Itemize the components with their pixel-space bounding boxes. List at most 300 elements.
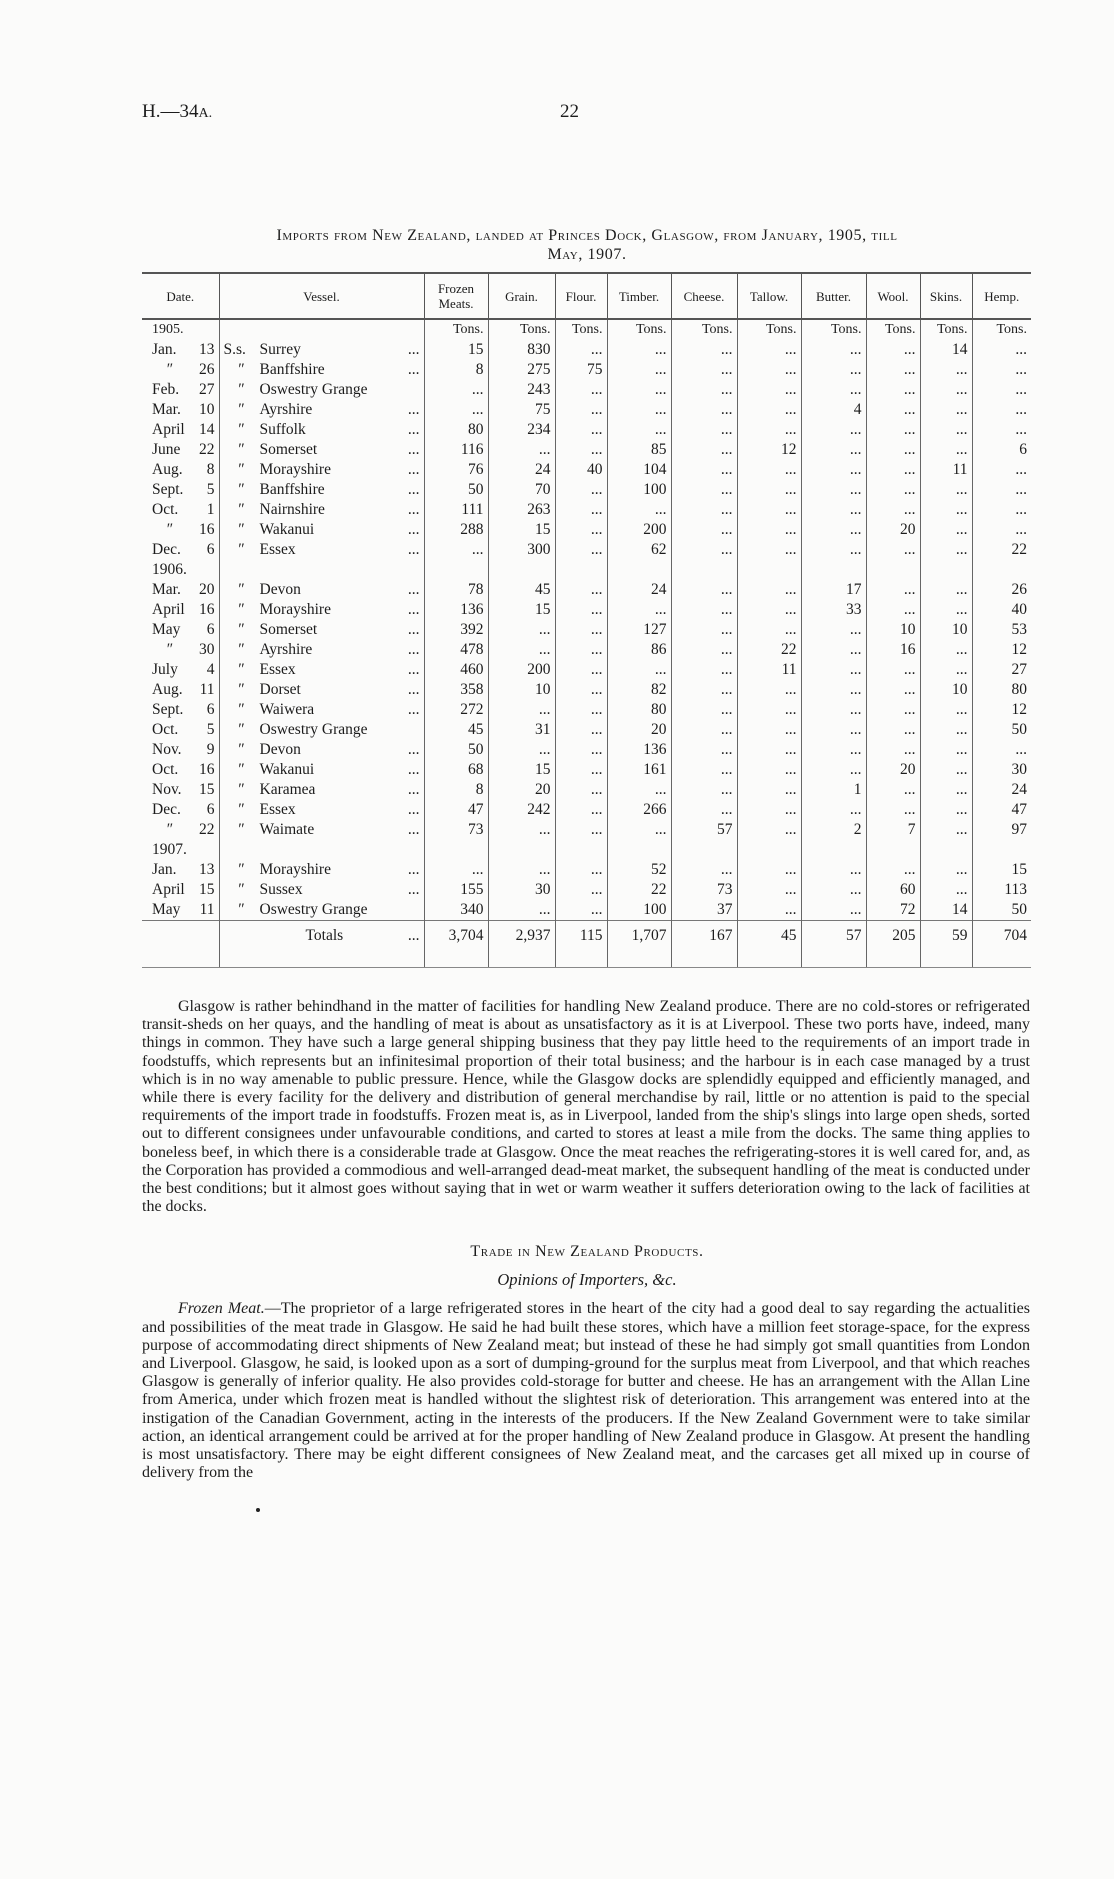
value-cell: 50 — [972, 900, 1031, 921]
value-cell: ... — [555, 780, 607, 800]
value-cell: ... — [671, 420, 737, 440]
value-cell: ... — [555, 820, 607, 840]
value-cell: 116 — [424, 440, 488, 460]
value-cell: ... — [920, 540, 972, 560]
ditto-mark: ″ — [238, 621, 245, 638]
value-cell: ... — [866, 360, 920, 380]
empty-cell — [972, 560, 1031, 580]
value-cell: 161 — [607, 760, 671, 780]
value-cell: 478 — [424, 640, 488, 660]
date-layout — [152, 740, 215, 760]
vessel-layout — [224, 800, 420, 820]
date-layout — [152, 360, 215, 380]
value-cell: ... — [866, 480, 920, 500]
value-cell: 75 — [555, 360, 607, 380]
date-layout — [152, 820, 215, 840]
value-cell: ... — [920, 520, 972, 540]
value-cell: 47 — [972, 800, 1031, 820]
value-cell: ... — [920, 720, 972, 740]
value-cell: ... — [555, 380, 607, 400]
value-cell: 15 — [424, 340, 488, 360]
table-title-line1: Imports from New Zealand, landed at Princes Dock, Glasgow, from January, 1905, till — [276, 227, 898, 244]
vessel-cell — [219, 820, 424, 840]
value-cell: 20 — [488, 780, 555, 800]
ditto-mark: ″ — [238, 861, 245, 878]
ditto-mark: ″ — [238, 741, 245, 758]
column-header: Date. — [142, 273, 219, 319]
vessel-label — [224, 800, 296, 820]
value-cell: ... — [737, 380, 801, 400]
value-cell: ... — [607, 820, 671, 840]
ditto-mark: ″ — [238, 821, 245, 838]
table-row — [142, 740, 1031, 760]
value-cell: ... — [866, 680, 920, 700]
empty-cell — [555, 951, 607, 968]
totals-layout — [224, 926, 420, 946]
value-cell: ... — [866, 380, 920, 400]
table-row — [142, 620, 1031, 640]
value-cell: 288 — [424, 520, 488, 540]
month: Nov. — [152, 741, 182, 758]
value-cell: ... — [801, 880, 866, 900]
leader-dots: ... — [407, 661, 420, 678]
value-cell: ... — [866, 660, 920, 680]
unit-label: Tons. — [801, 319, 866, 340]
table-row — [142, 440, 1031, 460]
leader-dots: ... — [407, 441, 420, 458]
value-cell: ... — [671, 860, 737, 880]
value-cell: ... — [801, 800, 866, 820]
vessel-name: Dorset — [259, 681, 301, 698]
leader-dots: ... — [407, 481, 420, 498]
value-cell: 358 — [424, 680, 488, 700]
value-cell: ... — [972, 740, 1031, 760]
month: Aug. — [152, 681, 183, 698]
ditto-mark: ″ — [238, 901, 245, 918]
vessel-name: Ayrshire — [259, 401, 313, 418]
leader-dots: ... — [407, 501, 420, 518]
value-cell: ... — [972, 420, 1031, 440]
year-label: 1906. — [152, 561, 187, 578]
year-label: 1905. — [152, 322, 184, 337]
vessel-cell — [219, 740, 424, 760]
value-cell: 10 — [920, 620, 972, 640]
vessel-cell — [219, 660, 424, 680]
leader-dots: ... — [407, 701, 420, 718]
value-cell: ... — [866, 600, 920, 620]
totals-label: Totals — [305, 927, 344, 944]
value-cell: 17 — [801, 580, 866, 600]
date-layout — [152, 340, 215, 360]
value-cell: 24 — [488, 460, 555, 480]
vessel-layout — [224, 640, 420, 660]
vessel-cell — [219, 340, 424, 360]
vessel-label — [224, 860, 331, 880]
month: Feb. — [152, 381, 180, 398]
leader-dots: ... — [407, 861, 420, 878]
ditto-mark: ″ — [238, 361, 245, 378]
value-cell: ... — [737, 760, 801, 780]
value-cell: ... — [555, 720, 607, 740]
reference-suffix: A. — [198, 106, 213, 121]
date-layout — [152, 700, 215, 720]
value-cell: ... — [801, 680, 866, 700]
value-cell: ... — [866, 860, 920, 880]
value-cell: ... — [737, 680, 801, 700]
empty-cell — [671, 840, 737, 860]
value-cell: ... — [607, 360, 671, 380]
empty-cell — [488, 560, 555, 580]
value-cell: ... — [555, 800, 607, 820]
empty-cell — [555, 840, 607, 860]
vessel-name: Wakanui — [259, 521, 315, 538]
vessel-name: Waimate — [259, 821, 315, 838]
date-cell — [142, 520, 219, 540]
leader-dots: ... — [407, 927, 420, 944]
vessel-label — [224, 880, 303, 900]
empty-cell — [607, 560, 671, 580]
value-cell: 45 — [488, 580, 555, 600]
value-cell: ... — [424, 860, 488, 880]
table-row — [142, 480, 1031, 500]
value-cell: 272 — [424, 700, 488, 720]
empty-cell — [920, 951, 972, 968]
value-cell: 73 — [671, 880, 737, 900]
value-cell: 76 — [424, 460, 488, 480]
unit-label: Tons. — [607, 319, 671, 340]
value-cell: ... — [920, 820, 972, 840]
vessel-name: Somerset — [259, 621, 318, 638]
vessel-label — [224, 580, 301, 600]
date-cell — [142, 340, 219, 360]
empty-cell — [920, 840, 972, 860]
vessel-label — [224, 440, 318, 460]
vessel-name: Wakanui — [259, 761, 315, 778]
value-cell: 10 — [920, 680, 972, 700]
day: 20 — [199, 581, 215, 598]
ditto-mark: ″ — [238, 881, 245, 898]
value-cell: 47 — [424, 800, 488, 820]
value-cell: ... — [866, 460, 920, 480]
paragraph-lead: Frozen Meat. — [178, 1300, 265, 1318]
month: Oct. — [152, 501, 179, 518]
total-value: 59 — [920, 921, 972, 952]
value-cell: 70 — [488, 480, 555, 500]
day: 16 — [199, 761, 215, 778]
value-cell: ... — [671, 760, 737, 780]
year-label: 1907. — [152, 841, 187, 858]
value-cell: ... — [866, 420, 920, 440]
day: 26 — [199, 361, 215, 378]
date-layout — [152, 480, 215, 500]
value-cell: ... — [866, 400, 920, 420]
value-cell: 15 — [488, 520, 555, 540]
ditto-mark: ″ — [238, 401, 245, 418]
vessel-layout — [224, 780, 420, 800]
date-layout — [152, 600, 215, 620]
empty-cell — [607, 840, 671, 860]
date-layout — [152, 860, 215, 880]
empty-cell — [219, 319, 424, 340]
day: 11 — [199, 901, 215, 918]
unit-label: Tons. — [555, 319, 607, 340]
value-cell: ... — [671, 600, 737, 620]
vessel-layout — [224, 760, 420, 780]
column-header: Skins. — [920, 273, 972, 319]
vessel-name: Nairnshire — [259, 501, 325, 518]
empty-cell — [972, 840, 1031, 860]
empty-cell — [424, 560, 488, 580]
value-cell: ... — [920, 360, 972, 380]
table-row — [142, 880, 1031, 900]
value-cell: ... — [488, 820, 555, 840]
value-cell: 40 — [555, 460, 607, 480]
value-cell: 136 — [424, 600, 488, 620]
value-cell: ... — [671, 680, 737, 700]
date-cell — [142, 360, 219, 380]
vessel-layout — [224, 680, 420, 700]
ditto-mark: ″ — [238, 441, 245, 458]
value-cell: ... — [737, 820, 801, 840]
table-row — [142, 500, 1031, 520]
date-layout — [152, 640, 215, 660]
value-cell: ... — [737, 800, 801, 820]
value-cell: 31 — [488, 720, 555, 740]
value-cell: 57 — [671, 820, 737, 840]
ditto-mark: ″ — [238, 381, 245, 398]
value-cell: ... — [737, 720, 801, 740]
column-header: Vessel. — [219, 273, 424, 319]
month: Sept. — [152, 481, 184, 498]
value-cell: ... — [737, 480, 801, 500]
date-cell — [142, 440, 219, 460]
value-cell: 266 — [607, 800, 671, 820]
value-cell: ... — [488, 900, 555, 921]
date-cell — [142, 820, 219, 840]
month: Mar. — [152, 581, 181, 598]
date-layout — [152, 620, 215, 640]
empty-cell — [424, 840, 488, 860]
value-cell: ... — [737, 540, 801, 560]
value-cell: ... — [671, 740, 737, 760]
ditto-mark: ″ — [238, 501, 245, 518]
date-cell — [142, 760, 219, 780]
date-cell — [142, 800, 219, 820]
value-cell: ... — [488, 620, 555, 640]
month: June — [152, 441, 181, 458]
paragraph-body: —The proprietor of a large refrigerated stores in the heart of the city had a good deal to say regarding the actualities and possibilities of the meat trade in Glasgow. He said he had built these stores, which have a million feet storage-space, for the express purpose of accommodating direct shipments of New Zealand meat; but instead of these he had simply got small quantities from London and Liverpool. Glasgow, he said, is looked upon as a sort of dumping-ground for the surplus meat from Liverpool, and that which reaches Glasgow is generally of inferior quality. He also provides cold-storage for butter and cheese. He has an arrangement with the Allan Line from America, under which frozen meat is handled without the slightest risk of deterioration. This arrangement was entered into at the instigation of the Canadian Government, acting in the interests of the producers. If the New Zealand Government were to take similar action, an identical arrangement could be arrived at for the proper handling of New Zealand produce in Glasgow. At present the handling is most unsatisfactory. There may be eight different consignees of New Zealand meat, and the carcases get all mixed up in course of delivery from the — [142, 1300, 1031, 1482]
value-cell: ... — [555, 480, 607, 500]
vessel-name: Essex — [259, 661, 296, 678]
month: April — [152, 601, 185, 618]
value-cell: 82 — [607, 680, 671, 700]
vessel-name: Suffolk — [259, 421, 306, 438]
value-cell: ... — [555, 880, 607, 900]
value-cell: ... — [555, 420, 607, 440]
table-title — [142, 226, 1032, 264]
value-cell: ... — [920, 500, 972, 520]
value-cell: 80 — [972, 680, 1031, 700]
vessel-cell — [219, 580, 424, 600]
value-cell: 37 — [671, 900, 737, 921]
value-cell: ... — [607, 660, 671, 680]
value-cell: 62 — [607, 540, 671, 560]
leader-dots: ... — [407, 401, 420, 418]
value-cell: ... — [866, 540, 920, 560]
day: 13 — [199, 341, 215, 358]
vessel-layout — [224, 360, 420, 380]
value-cell: ... — [424, 380, 488, 400]
vessel-label — [224, 460, 331, 480]
value-cell: 8 — [424, 780, 488, 800]
value-cell: ... — [555, 400, 607, 420]
value-cell: 50 — [424, 480, 488, 500]
ditto-mark: ″ — [238, 661, 245, 678]
value-cell: ... — [920, 640, 972, 660]
unit-label: Tons. — [866, 319, 920, 340]
vessel-cell — [219, 480, 424, 500]
date-cell — [142, 780, 219, 800]
value-cell: 11 — [920, 460, 972, 480]
day: 1 — [206, 501, 215, 518]
value-cell: ... — [671, 660, 737, 680]
ditto-mark: ″ — [238, 601, 245, 618]
total-value: 45 — [737, 921, 801, 952]
value-cell: ... — [972, 480, 1031, 500]
empty-cell — [607, 951, 671, 968]
value-cell: 80 — [424, 420, 488, 440]
ditto-mark: ″ — [238, 761, 245, 778]
day: 30 — [199, 641, 215, 658]
vessel-label — [224, 900, 368, 920]
value-cell: ... — [866, 340, 920, 360]
date-layout — [152, 400, 215, 420]
value-cell: ... — [737, 460, 801, 480]
value-cell: ... — [671, 520, 737, 540]
empty-cell — [737, 840, 801, 860]
column-header: Timber. — [607, 273, 671, 319]
date-cell — [142, 620, 219, 640]
ditto-mark: ″ — [238, 781, 245, 798]
ink-dot — [256, 1508, 260, 1512]
value-cell: 50 — [972, 720, 1031, 740]
leader-dots: ... — [407, 641, 420, 658]
table-row — [142, 660, 1031, 680]
vessel-label — [224, 660, 296, 680]
value-cell: 78 — [424, 580, 488, 600]
value-cell: 7 — [866, 820, 920, 840]
value-cell: 16 — [866, 640, 920, 660]
vessel-name: Devon — [259, 741, 301, 758]
value-cell: 136 — [607, 740, 671, 760]
value-cell: 10 — [488, 680, 555, 700]
vessel-name: Morayshire — [259, 601, 331, 618]
value-cell: 73 — [424, 820, 488, 840]
value-cell: ... — [671, 620, 737, 640]
value-cell: ... — [920, 660, 972, 680]
vessel-name: Oswestry Grange — [259, 901, 368, 918]
date-layout — [152, 380, 215, 400]
day: 14 — [199, 421, 215, 438]
value-cell: ... — [801, 460, 866, 480]
empty-cell — [866, 560, 920, 580]
value-cell: 263 — [488, 500, 555, 520]
vessel-name: Oswestry Grange — [259, 381, 368, 398]
total-value: 3,704 — [424, 921, 488, 952]
value-cell: ... — [737, 360, 801, 380]
vessel-label — [224, 780, 316, 800]
reference-code: H.—34 — [142, 101, 199, 122]
date-layout — [152, 900, 215, 920]
vessel-cell — [219, 680, 424, 700]
value-cell: ... — [866, 740, 920, 760]
empty-cell — [972, 951, 1031, 968]
value-cell: ... — [801, 540, 866, 560]
value-cell: 460 — [424, 660, 488, 680]
value-cell: ... — [671, 500, 737, 520]
value-cell: ... — [801, 660, 866, 680]
date-layout — [152, 880, 215, 900]
value-cell: ... — [801, 860, 866, 880]
value-cell: ... — [671, 640, 737, 660]
vessel-name: Karamea — [259, 781, 316, 798]
value-cell: 200 — [607, 520, 671, 540]
value-cell: ... — [737, 700, 801, 720]
value-cell: ... — [737, 580, 801, 600]
value-cell: ... — [801, 700, 866, 720]
value-cell: 11 — [737, 660, 801, 680]
column-header: Wool. — [866, 273, 920, 319]
date-cell — [142, 720, 219, 740]
date-cell — [142, 420, 219, 440]
value-cell: 27 — [972, 660, 1031, 680]
value-cell: ... — [972, 500, 1031, 520]
leader-dots: ... — [407, 681, 420, 698]
value-cell: ... — [801, 520, 866, 540]
value-cell: 22 — [607, 880, 671, 900]
date-cell — [142, 900, 219, 921]
total-value: 57 — [801, 921, 866, 952]
empty-cell — [219, 560, 424, 580]
date-cell — [142, 640, 219, 660]
leader-dots: ... — [407, 821, 420, 838]
year-row — [142, 319, 1031, 340]
value-cell: ... — [671, 540, 737, 560]
value-cell: 14 — [920, 340, 972, 360]
day: 15 — [199, 781, 215, 798]
year-row — [142, 840, 1031, 860]
value-cell: 155 — [424, 880, 488, 900]
value-cell: 340 — [424, 900, 488, 921]
value-cell: 20 — [866, 520, 920, 540]
value-cell: ... — [801, 360, 866, 380]
vessel-cell — [219, 800, 424, 820]
value-cell: ... — [488, 740, 555, 760]
value-cell: ... — [671, 720, 737, 740]
value-cell: 100 — [607, 480, 671, 500]
value-cell: 15 — [488, 600, 555, 620]
day: 6 — [206, 621, 215, 638]
day: 22 — [199, 821, 215, 838]
unit-label: Tons. — [488, 319, 555, 340]
date-layout — [152, 660, 215, 680]
table-row — [142, 600, 1031, 620]
value-cell: 113 — [972, 880, 1031, 900]
value-cell: ... — [866, 720, 920, 740]
value-cell: 33 — [801, 600, 866, 620]
value-cell: ... — [737, 340, 801, 360]
vessel-name: Essex — [259, 541, 296, 558]
